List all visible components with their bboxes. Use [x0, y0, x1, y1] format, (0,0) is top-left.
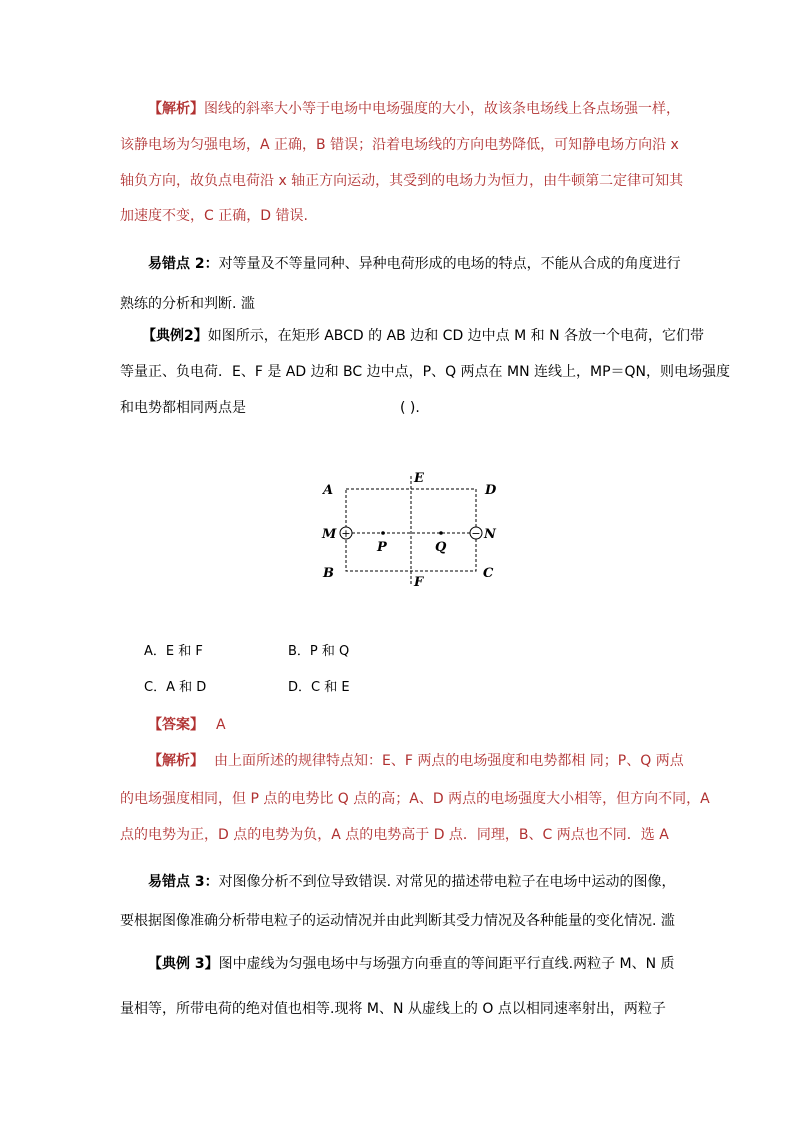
answer-parentheses: ( ). [400, 400, 420, 416]
label-q: Q [435, 540, 447, 555]
example-2-text-3: 和电势都相同两点是 [120, 400, 246, 416]
answer-value: A [216, 717, 226, 733]
error-point-2-line-1 [148, 255, 681, 273]
option-b[interactable]: B．P 和 Q [288, 644, 350, 659]
analysis-1-line-2: 该静电场为匀强电场，A 正确，B 错误；沿着电场线的方向电势降低，可知静电场方向沿 x [120, 137, 679, 153]
option-c[interactable]: C．A 和 D [144, 680, 207, 695]
label-p: P [377, 540, 387, 555]
analysis-1-line-4: 加速度不变，C 正确，D 错误. [120, 208, 308, 224]
error-point-2-text-1: 对等量及不等量同种、异种电荷形成的电场的特点，不能从合成的角度进行 [218, 256, 681, 272]
label-n: N [484, 527, 496, 542]
analysis-2-line-2: 的电场强度相同，但 P 点的电势比 Q 点的高；A、D 两点的电场强度大小相等，但方向不同，A [120, 791, 710, 807]
answer-label: 【答案】 [148, 717, 204, 733]
label-e: E [414, 471, 424, 486]
example-3-text-1: 图中虚线为匀强电场中与场强方向垂直的等间距平行直线.两粒子 M、N 质 [218, 956, 675, 972]
analysis-1-text-1: 图线的斜率大小等于电场中电场强度的大小，故该条电场线上各点场强一样， [204, 101, 680, 117]
point-q-dot [439, 531, 443, 535]
error-point-2-line-2: 熟练的分析和判断. 滥 [120, 296, 255, 312]
label-f: F [414, 575, 424, 590]
example-3-line-2: 量相等，所带电荷的绝对值也相等.现将 M、N 从虚线上的 O 点以相同速率射出，两粒子 [120, 1001, 666, 1017]
option-a[interactable]: A．E 和 F [144, 644, 203, 659]
example-2-line-2: 等量正、负电荷．E、F 是 AD 边和 BC 边中点，P、Q 两点在 MN 连线上，MP＝QN，则电场强度 [120, 364, 731, 380]
example-2-text-1: 如图所示，在矩形 ABCD 的 AB 边和 CD 边中点 M 和 N 各放一个电荷，它们带 [207, 328, 705, 344]
analysis-1-line-3: 轴负方向，故负点电荷沿 x 轴正方向运动，其受到的电场力为恒力，由牛顿第二定律可知其 [120, 173, 684, 189]
label-a: A [323, 483, 334, 498]
error-point-3-line-2: 要根据图像准确分析带电粒子的运动情况并由此判断其受力情况及各种能量的变化情况. 滥 [120, 913, 675, 929]
error-point-3-label: 易错点 3： [148, 874, 219, 890]
example-2-line-3 [120, 399, 420, 417]
error-point-3-line-1 [148, 873, 676, 891]
example-2-label: 【典例2】 [142, 328, 208, 344]
label-m: M [322, 527, 337, 542]
point-p-dot [381, 531, 385, 535]
error-point-2-label: 易错点 2： [148, 256, 219, 272]
example-3-label: 【典例 3】 [148, 956, 219, 972]
label-c: C [483, 566, 494, 581]
minus-sign: − [471, 527, 481, 540]
label-d: D [485, 483, 497, 498]
rectangle-charge-diagram [310, 462, 510, 592]
analysis-2-text-1: 由上面所述的规律特点知：E、F 两点的电场强度和电势都相 同；P、Q 两点 [214, 753, 684, 769]
option-d[interactable]: D．C 和 E [288, 680, 350, 695]
answer-line [148, 716, 226, 734]
analysis-2-label: 【解析】 [148, 753, 204, 769]
analysis-1-line-1 [148, 100, 680, 118]
example-3-line-1 [148, 955, 675, 973]
plus-sign: + [341, 527, 351, 540]
error-point-3-text-1: 对图像分析不到位导致错误. 对常见的描述带电粒子在电场中运动的图像， [218, 874, 676, 890]
analysis-1-label: 【解析】 [148, 101, 204, 117]
label-b: B [323, 566, 334, 581]
example-2-line-1 [142, 327, 704, 345]
analysis-2-line-1 [148, 752, 684, 770]
analysis-2-line-3: 点的电势为正，D 点的电势为负，A 点的电势高于 D 点．同理，B、C 两点也不同．选 A [120, 827, 669, 843]
